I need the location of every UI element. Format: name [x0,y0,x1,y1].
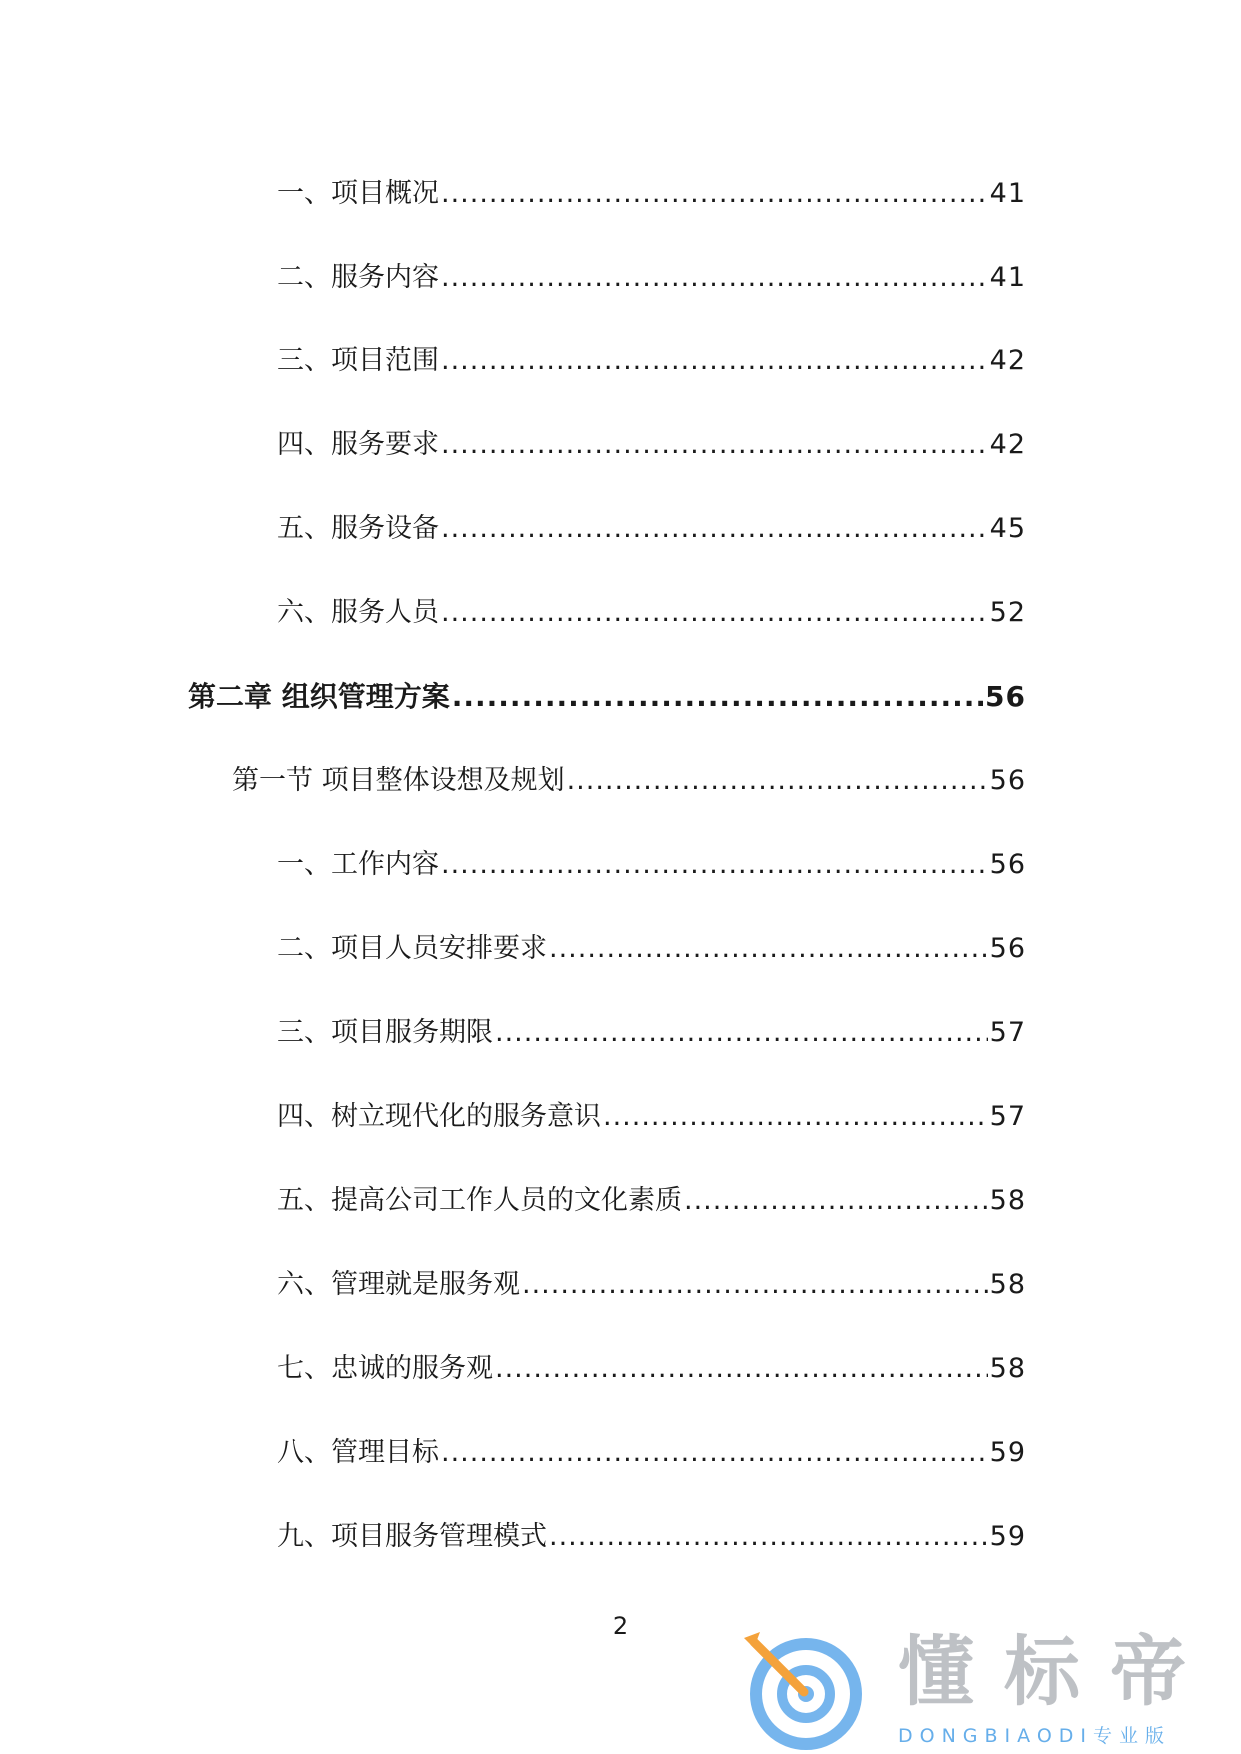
toc-entry-label: 第二章 组织管理方案 [188,680,450,713]
toc-entry[interactable] [277,1351,1026,1387]
toc-leader [522,1267,988,1303]
toc-entry-page: 45 [989,513,1026,544]
toc-leader [441,427,988,463]
toc-leader [441,595,988,631]
watermark [740,1628,1230,1754]
toc-leader [549,1519,988,1555]
toc-entry-page: 56 [989,849,1026,880]
toc-entry-label: 六、管理就是服务观 [277,1269,520,1300]
toc-entry[interactable] [277,260,1026,296]
toc-entry-page: 58 [989,1353,1026,1384]
toc-leader [452,679,983,715]
toc-entry-page: 58 [989,1269,1026,1300]
toc-leader [441,176,988,212]
toc-entry-page: 41 [989,178,1026,209]
toc-entry-label: 六、服务人员 [277,597,439,628]
toc-entry-page: 57 [989,1017,1026,1048]
toc-entry-label: 四、树立现代化的服务意识 [277,1101,601,1132]
toc-entry-label: 八、管理目标 [277,1437,439,1468]
toc-entry-page: 58 [989,1185,1026,1216]
toc-entry[interactable] [277,595,1026,631]
toc-entry[interactable] [277,343,1026,379]
toc-entry-page: 59 [989,1521,1026,1552]
toc-entry[interactable] [277,1435,1026,1471]
toc-entry-page: 42 [989,429,1026,460]
watermark-brand: 懂标帝 [898,1627,1216,1716]
toc-entry-label: 二、项目人员安排要求 [277,933,547,964]
toc-entry-page: 59 [989,1437,1026,1468]
toc-leader [441,260,988,296]
toc-entry[interactable] [277,427,1026,463]
toc-section-entry[interactable] [232,763,1026,799]
toc-leader [441,511,988,547]
toc-entry[interactable] [277,931,1026,967]
toc-leader [567,763,988,799]
toc-entry-page: 41 [989,262,1026,293]
toc-leader [441,847,988,883]
toc-entry-page: 57 [989,1101,1026,1132]
toc-leader [549,931,988,967]
toc-leader [684,1183,988,1219]
toc-entry-label: 二、服务内容 [277,262,439,293]
toc-entry-label: 五、提高公司工作人员的文化素质 [277,1185,682,1216]
toc-chapter-entry[interactable] [188,679,1026,715]
toc-entry-label: 五、服务设备 [277,513,439,544]
toc-entry-page: 42 [989,345,1026,376]
toc-entry-label: 一、工作内容 [277,849,439,880]
toc-entry[interactable] [277,511,1026,547]
toc-entry-label: 三、项目服务期限 [277,1017,493,1048]
watermark-subtitle: DONGBIAODI专业版 [898,1725,1172,1747]
toc-entry[interactable] [277,176,1026,212]
toc-entry[interactable] [277,1099,1026,1135]
toc-leader [603,1099,988,1135]
toc-leader [495,1015,988,1051]
target-dart-icon [740,1628,866,1754]
toc-entry-page: 52 [989,597,1026,628]
toc-leader [441,1435,988,1471]
toc-entry-label: 七、忠诚的服务观 [277,1353,493,1384]
toc-entry-label: 三、项目范围 [277,345,439,376]
page-number: 2 [612,1612,629,1640]
toc-entry[interactable] [277,1015,1026,1051]
toc-entry-label: 四、服务要求 [277,429,439,460]
toc-entry-label: 九、项目服务管理模式 [277,1521,547,1552]
toc-entry-page: 56 [989,933,1026,964]
toc-entry-page: 56 [989,765,1026,796]
toc-entry-label: 第一节 项目整体设想及规划 [232,765,565,796]
toc-entry[interactable] [277,847,1026,883]
toc-leader [441,343,988,379]
toc-entry[interactable] [277,1519,1026,1555]
toc-entry-label: 一、项目概况 [277,178,439,209]
toc-leader [495,1351,988,1387]
toc-entry-page: 56 [985,680,1026,713]
toc-entry[interactable] [277,1267,1026,1303]
toc-entry[interactable] [277,1183,1026,1219]
